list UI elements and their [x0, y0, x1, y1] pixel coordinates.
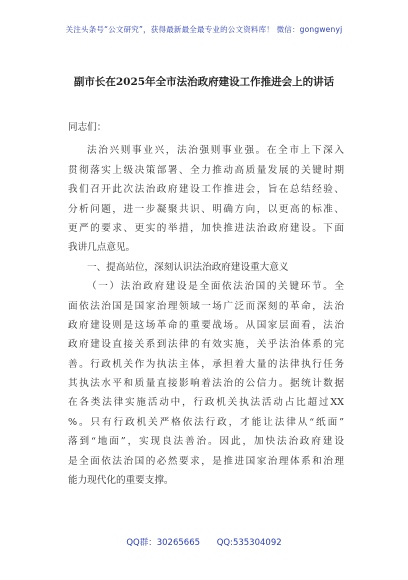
footer-banner: [0, 536, 408, 548]
header-banner: 关注头条号“公文研究”，获得最新最全最专业的公文资料库！ 微信：gongwenyj: [65, 25, 343, 34]
paragraph-line: 落到“地面”，实现良法善治。因此，加快法治政府建设: [68, 436, 344, 448]
paragraph-line: 我们召开此次法治政府建设工作推进会，旨在总结经验、: [68, 184, 344, 196]
document-title: 副市长在2025年全市法治政府建设工作推进会上的讲话: [73, 76, 335, 88]
paragraph-line: （一）法治政府建设是全面依法治国的关键环节。全: [87, 281, 344, 293]
salutation: 同志们：: [68, 122, 107, 133]
paragraph-line: 政府建设则是这场革命的重要战场。从国家层面看，法治: [68, 319, 344, 331]
paragraph-line: %。只有行政机关严格依法行政，才能让法律从“纸面”: [68, 416, 344, 428]
paragraph-line: 更严的要求、更实的举措，加快推进法治政府建设。下面: [68, 222, 344, 234]
qq-group-text: QQ群：30265665: [126, 538, 201, 548]
paragraph-line: 善。行政机关作为执法主体，承担着大量的法律执行任务: [68, 358, 344, 370]
paragraph-line: 贯彻落实上级决策部署、全力推动高质量发展的关键时期: [68, 164, 344, 176]
paragraph-line: 其执法水平和质量直接影响着法治的公信力。据统计数据: [68, 378, 344, 390]
paragraph-line: 政府建设直接关系到法律的有效实施，关乎法治体系的完: [68, 339, 344, 351]
paragraph-line: 分析问题，进一步凝聚共识、明确方向，以更高的标准、: [68, 203, 344, 215]
document-body: [68, 118, 344, 490]
paragraph-line: 面依法治国是国家治理领域一场广泛而深刻的革命，法治: [68, 300, 344, 312]
paragraph-line: 是全面依法治国的必然要求，是推进国家治理体系和治理: [68, 455, 344, 467]
paragraph-line: 法治兴则事业兴，法治强则事业强。在全市上下深入: [87, 145, 344, 157]
paragraph-line: 在各类法律实施活动中，行政机关执法活动占比超过XX: [68, 397, 344, 409]
paragraph-line: 我讲几点意见。: [68, 242, 136, 254]
qq-contact-text: QQ:535304092: [216, 538, 282, 548]
paragraph-line: 能力现代化的重要支撑。: [68, 475, 174, 487]
section-heading: 一、提高站位，深刻认识法治政府建设重大意义: [87, 261, 289, 273]
